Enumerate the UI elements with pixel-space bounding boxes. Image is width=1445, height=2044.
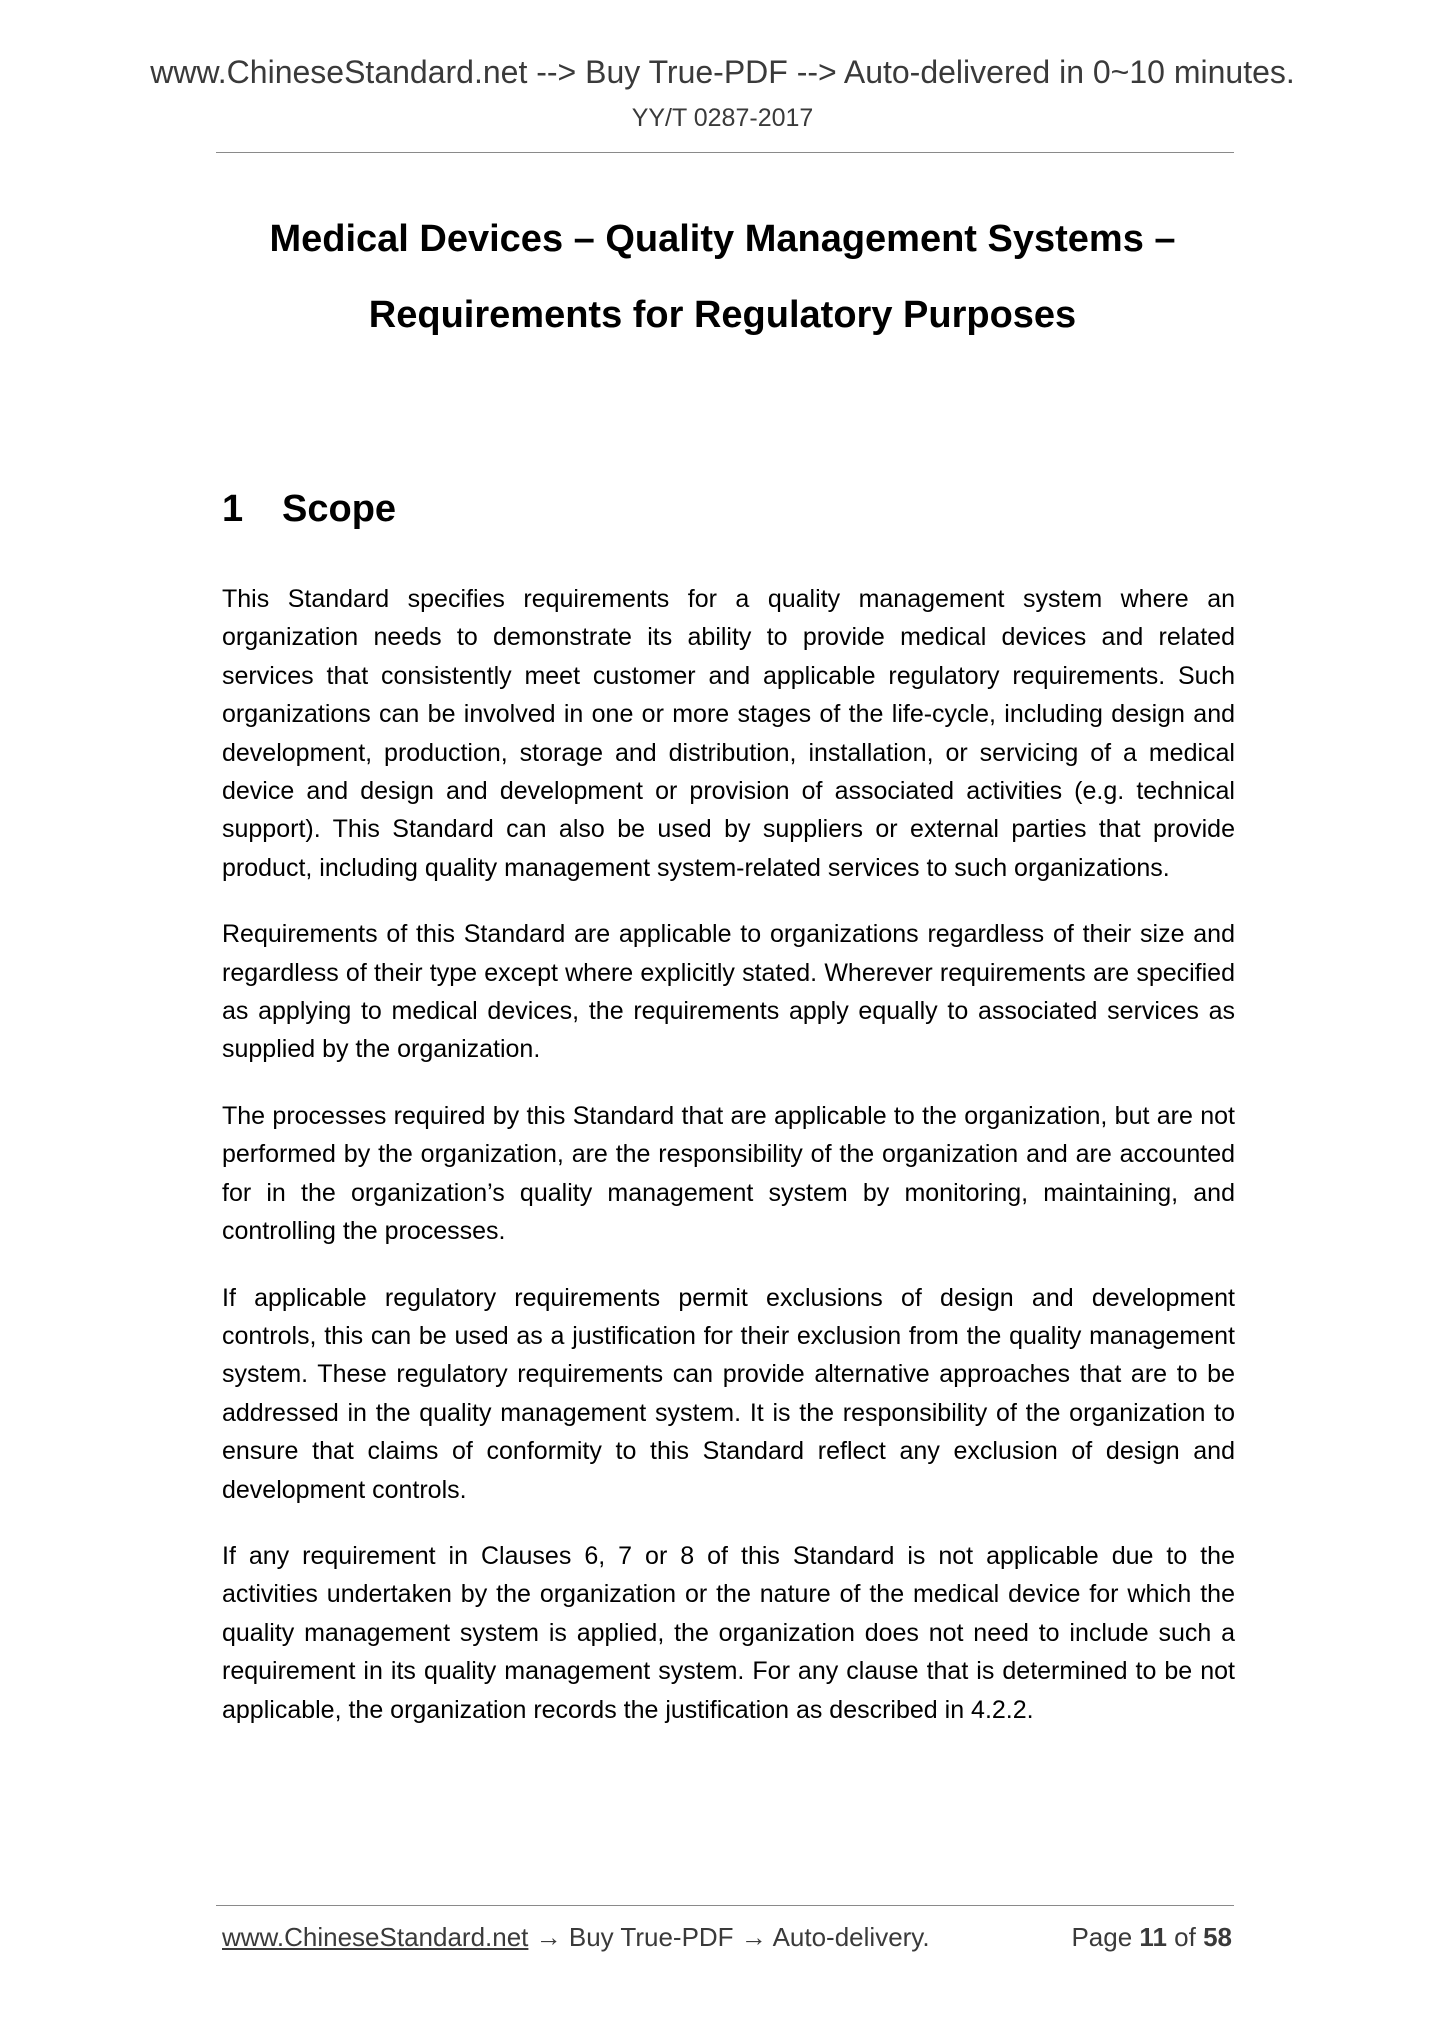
header-top-line: www.ChineseStandard.net --> Buy True-PDF --> Auto-delivered in 0~10 minutes.	[150, 54, 1295, 90]
footer-link-suffix: → Buy True-PDF → Auto-delivery.	[528, 1922, 930, 1952]
header-divider	[216, 152, 1234, 153]
paragraph: Requirements of this Standard are applicable to organizations regardless of their size and regardless of their type except where explicitly stated. Wherever requirements are specified as applying to medical devices, the requirements apply equally to associated services as supplied by the organization.	[222, 920, 1235, 1064]
section-heading	[222, 490, 396, 528]
document-title-line-2: Requirements for Regulatory Purposes	[368, 294, 1077, 336]
section-title: Scope	[282, 488, 397, 530]
page-label: Page	[1071, 1922, 1133, 1952]
footer-site-link[interactable]: www.ChineseStandard.net	[222, 1922, 529, 1952]
section-body	[222, 580, 1235, 1757]
paragraph: If any requirement in Clauses 6, 7 or 8 of this Standard is not applicable due to the activities undertaken by the organization or the nature of the medical device for which the quality management system is applied, the organization does not need to include such a requirement in its quality management system. For any clause that is determined to be not applicable, the organization records the justification as described in 4.2.2.	[222, 1541, 1235, 1724]
page-footer	[222, 1922, 1232, 1953]
paragraph: If applicable regulatory requirements permit exclusions of design and development controls, this can be used as a justification for their exclusion from the quality management system. These regulatory requirements can provide alternative approaches that are to be addressed in the quality management system. It is the responsibility of the organization to ensure that claims of conformity to this Standard reflect any exclusion of design and development controls.	[222, 1283, 1235, 1504]
paragraph: This Standard specifies requirements for a quality management system where an organization needs to demonstrate its ability to provide medical devices and related services that consistently meet customer and applicable regulatory requirements. Such organizations can be involved in one or more stages of the life-cycle, including design and development, production, storage and distribution, installation, or servicing of a medical device and design and development or provision of associated activities (e.g. technical support). This Standard can also be used by suppliers or external parties that provide product, including quality management system-related services to such organizations.	[222, 585, 1235, 882]
document-title-line-1: Medical Devices – Quality Management Systems –	[269, 218, 1176, 260]
footer-divider	[216, 1905, 1234, 1906]
page-indicator	[1071, 1922, 1232, 1953]
total-pages: 58	[1203, 1922, 1232, 1952]
of-label: of	[1174, 1922, 1196, 1952]
section-number: 1	[222, 488, 244, 530]
page-number: 11	[1139, 1922, 1167, 1952]
paragraph: The processes required by this Standard that are applicable to the organization, but are not performed by the organization, are the responsibility of the organization and are accounted for in the organization’s quality management system by monitoring, maintaining, and controlling the processes.	[222, 1101, 1235, 1246]
standard-number: YY/T 0287-2017	[631, 104, 814, 132]
